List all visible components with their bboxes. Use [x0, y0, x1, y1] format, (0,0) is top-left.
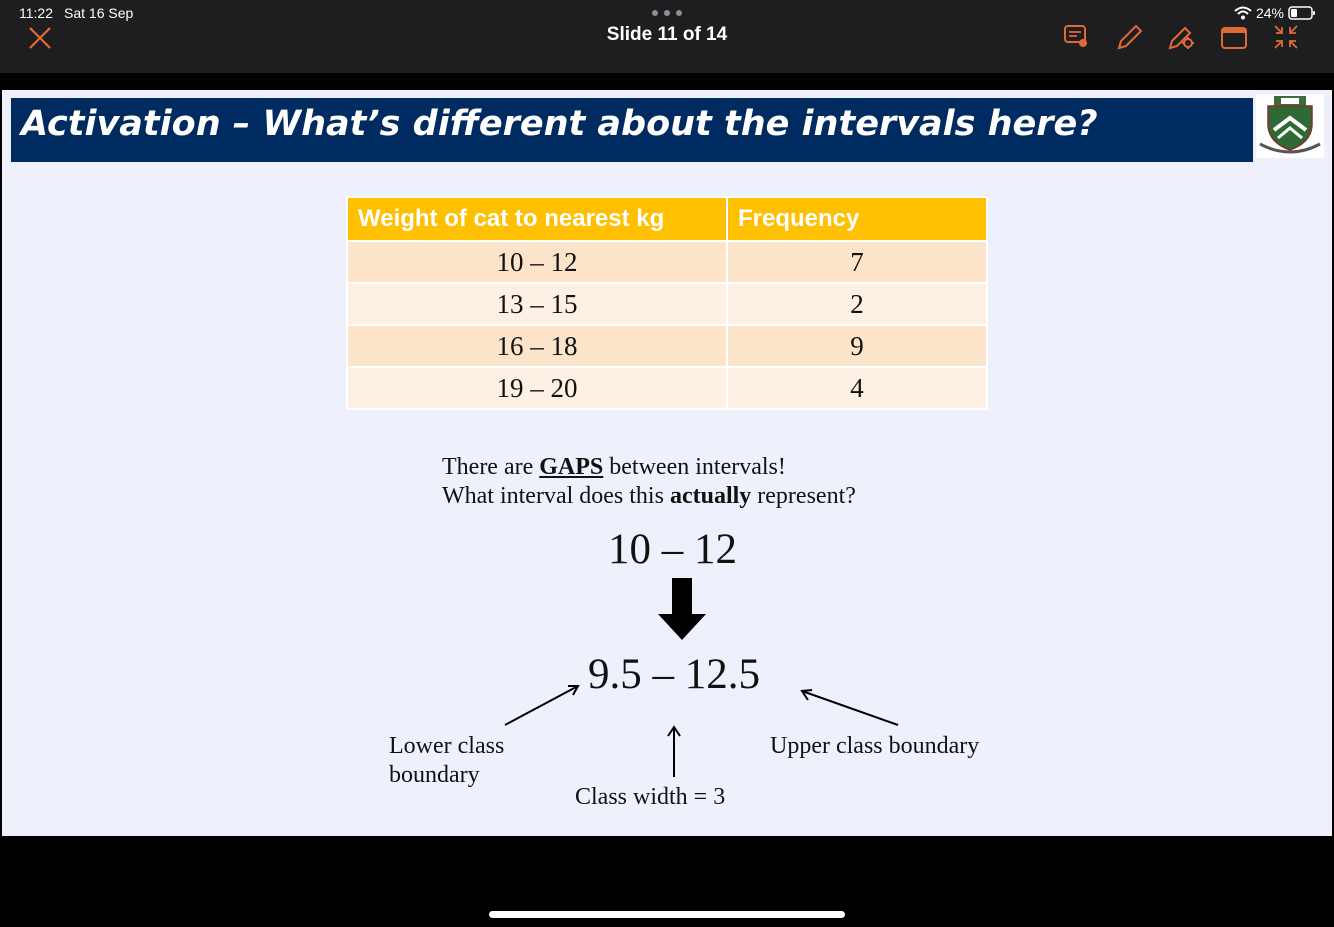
status-indicators — [1234, 4, 1316, 22]
question-text-post: represent? — [751, 483, 856, 509]
slide-title: Activation – What’s different about the intervals here? — [21, 104, 1098, 144]
gaps-text-pre: There are — [442, 454, 540, 480]
interval-cell: 19 – 20 — [347, 367, 727, 409]
exit-fullscreen-icon[interactable] — [1270, 22, 1302, 52]
lower-boundary-label-line2: boundary — [389, 762, 480, 788]
question-text-pre: What interval does this — [442, 483, 670, 509]
slide-counter: Slide 11 of 14 — [606, 24, 728, 45]
home-indicator[interactable] — [489, 911, 845, 918]
column-header-frequency: Frequency — [727, 197, 987, 241]
example-interval: 10 – 12 — [608, 526, 737, 573]
interval-cell: 16 – 18 — [347, 325, 727, 367]
frequency-cell: 4 — [727, 367, 987, 409]
comment-icon[interactable] — [1061, 22, 1093, 52]
slide-canvas — [2, 90, 1332, 836]
battery-percent: 24% — [1255, 5, 1284, 21]
frequency-cell: 2 — [727, 283, 987, 325]
gaps-text-post: between intervals! — [603, 454, 786, 480]
interval-cell: 13 – 15 — [347, 283, 727, 325]
more-options-icon[interactable] — [652, 10, 682, 18]
wifi-icon — [1234, 6, 1252, 20]
lower-boundary-label-line1: Lower class — [389, 733, 505, 759]
column-header-weight: Weight of cat to nearest kg — [347, 197, 727, 241]
annotation-arrows — [2, 90, 1332, 836]
pen-settings-icon[interactable] — [1166, 22, 1198, 52]
frequency-cell: 9 — [727, 325, 987, 367]
frequency-cell: 7 — [727, 241, 987, 283]
status-time: 11:22 — [19, 5, 53, 21]
status-date: Sat 16 Sep — [64, 5, 134, 21]
pen-icon[interactable] — [1113, 22, 1145, 52]
class-width-label: Class width = 3 — [575, 784, 726, 810]
class-boundaries: 9.5 – 12.5 — [588, 651, 760, 698]
question-emphasis: actually — [669, 483, 752, 509]
layout-icon[interactable] — [1218, 22, 1250, 52]
top-toolbar — [0, 0, 1334, 73]
battery-icon — [1288, 6, 1316, 20]
interval-cell: 10 – 12 — [347, 241, 727, 283]
gaps-emphasis: GAPS — [539, 454, 604, 480]
upper-boundary-label: Upper class boundary — [770, 733, 980, 759]
